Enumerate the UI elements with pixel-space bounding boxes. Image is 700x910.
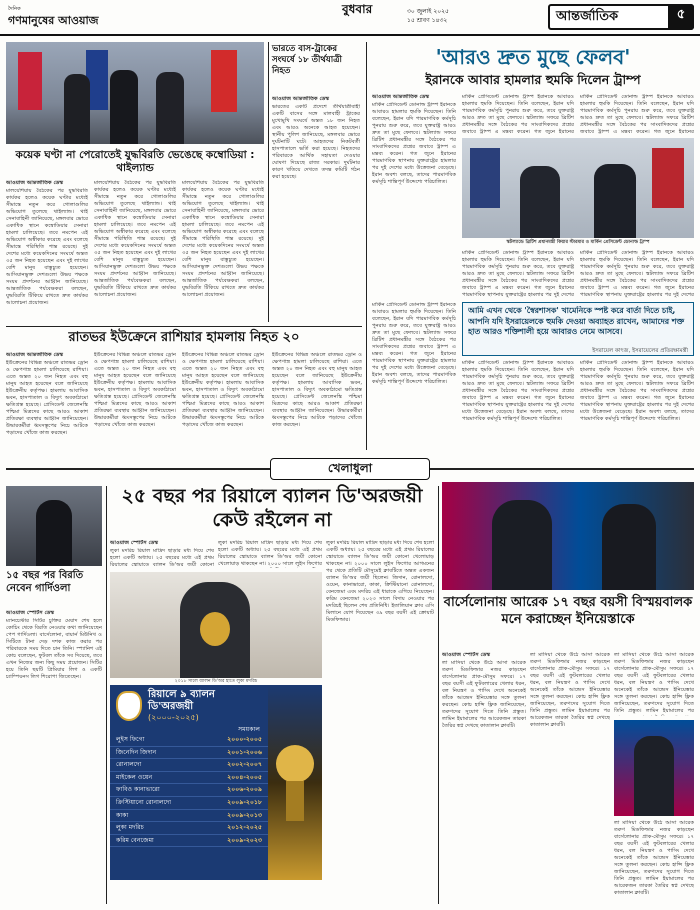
table-range: (২০০০-২০২৫) [148,713,199,722]
barcelona-photo [442,482,694,590]
story1-body-col1: মালয়েশিয়ায় বৈঠকের পর যুদ্ধবিরতি কার্যকর হলেও কয়েক ঘণ্টার মধ্যেই সীমান্তে নতুন করে গোলাগুলির অভিযোগ তুলেছে থাইল্যান্ড। থাই সেনাবাহিনী জানিয়েছে, মঙ্গলবার ভোরে একাধিক স্থানে কম্বোডিয়ার সেনারা হামলা চালিয়েছে। তবে নমপেন এই অভিযোগ অস্বীকার করেছে এবং বলেছে সীমান্তে পরিস্থিতি শান্ত রয়েছে। দুই দেশের মধ্যে কয়েকদিনের সংঘর্ষে অন্তত ৩৫ জন নিহত হয়েছেন এবং দুই লাখের বেশি মানুষ বাস্তুচ্যুত হয়েছেন। আসিয়ানভুক্ত দেশগুলো উভয় পক্ষকে সংযম প্রদর্শনের আহ্বান জানিয়েছে। আন্তর্জাতিক পর্যবেক্ষকরা বলছেন, যুদ্ধবিরতি টিকিয়ে রাখতে দ্রুত কার্যকর আলোচনা প্রয়োজন। [6,188,88,306]
story4-body-col3: মার্কিন প্রেসিডেন্ট ডোনাল্ড ট্রাম্প ইরানকে আবারও হামলার হুমকি দিয়েছেন। তিনি বলেছেন, ইরান যদি পারমাণবিক কর্মসূচি পুনরায় শুরু করে, তবে যুক্তরাষ্ট্র আরও দ্রুত তা মুছে ফেলবে। স্কটল্যান্ড সফরে ব্রিটিশ প্রধানমন্ত্রীর সঙ্গে বৈঠকের পর সাংবাদিকদের প্রশ্নের জবাবে ট্রাম্প এ মন্তব্য করেন। গত জুনে ইরানের [580,94,694,134]
table-body [110,734,268,847]
player-years: ২০০৬-২০০৯ [227,786,262,794]
player-name: জিনেদিন জিদান [116,748,157,756]
table-title-line1: রিয়ালে ৯ ব্যালন [148,689,215,700]
story4-byline: আওয়াজ আন্তর্জাতিক ডেস্ক [372,94,430,100]
story4-quote-box [462,302,694,356]
table-row [110,822,268,835]
story4-headline: 'আরও দ্রুত মুছে ফেলব' [435,45,631,69]
modric-photo-caption: ২০১৮ সালে ব্যালন ডি'অর হাতে লুকা মদরিচ [174,679,258,684]
player-years: ২০০৯-২০১৩ [227,811,262,819]
table-title-line2: ডি'অরজয়ী [148,701,194,712]
story4-body-col8: মার্কিন প্রেসিডেন্ট ডোনাল্ড ট্রাম্প ইরানকে আবারও হামলার হুমকি দিয়েছেন। তিনি বলেছেন, ইরান যদি পারমাণবিক কর্মসূচি পুনরায় শুরু করে, তবে যুক্তরাষ্ট্র আরও দ্রুত তা মুছে ফেলবে। স্কটল্যান্ড সফরে ব্রিটিশ প্রধানমন্ত্রীর সঙ্গে বৈঠকের পর সাংবাদিকদের প্রশ্নের জবাবে ট্রাম্প এ মন্তব্য করেন। গত জুনে ইরানের পারমাণবিক স্থাপনায় যুক্তরাষ্ট্রের হামলার পর দুই দেশের মধ্যে উত্তেজনা বেড়েছে। ইরান অবশ্য বলছে, তাদের পারমাণবিক কর্মসূচি শান্তিপূর্ণ উদ্দেশ্যে পরিচালিত। [580,360,694,422]
player-name: রোনালদো [116,761,142,769]
story2-body: ভারতের একটি প্রদেশে তীর্থযাত্রীবাহী একটি বাসের সঙ্গে মালবাহী ট্রাকের মুখোমুখি সংঘর্ষে অন্তত ১৮ জন নিহত এবং আরও অনেকে আহত হয়েছেন। স্থানীয় পুলিশ জানিয়েছে, মঙ্গলবার ভোরে দুর্ঘটনাটি ঘটে। আহতদের নিকটবর্তী হাসপাতালে ভর্তি করা হয়েছে। নিহতদের পরিবারকে আর্থিক সহায়তা দেওয়ার ঘোষণা দিয়েছে রাজ্য সরকার। দুর্ঘটনার কারণ খতিয়ে দেখতে তদন্ত কমিটি গঠন করা হয়েছে। [272,104,360,180]
barcelona-byline: আওয়াজ স্পোর্টস ডেস্ক [442,652,491,658]
player-name: মাইকেল ওয়েন [116,773,153,781]
barcelona-body-col4: লা মাসিয়া থেকে উঠে আসা আরেক তরুণ মিডফিল্ডার নজর কাড়ছেন বার্সেলোনার প্রাক-মৌসুম সফরে। ১৭ বছর বয়সী এই ফুটবলারের খেলার ধরন, বল নিয়ন্ত্রণ ও পাসিং দেখে অনেকেই তাঁকে আন্দ্রেস ইনিয়েস্তার সঙ্গে তুলনা করছেন। কোচ হান্সি ফ্লিক জানিয়েছেন, তরুণদের সুযোগ দিতে তিনি প্রস্তুত। লামিন ইয়ামালের পর আরেকজন তারকা তৈরির স্বপ্ন দেখছে কাতালান ক্লাবটি। [614,820,694,896]
story1-headline: কয়েক ঘণ্টা না পেরোতেই যুদ্ধবিরতি ভেঙেছে কম্বোডিয়া : থাইল্যান্ড [15,149,255,174]
flag-shape [18,52,42,110]
ballon-dor-trophy-image [268,685,322,880]
trophy-shape [276,745,314,783]
sports-main-headline: ২৫ বছর পর রিয়ালে ব্যালন ডি'অরজয়ী কেউ রইলেন না [121,485,423,531]
table-row [110,835,268,848]
person-silhouette [36,500,72,566]
column-rule [438,486,439,904]
section-tag [548,4,694,30]
barcelona-body-col2: লা মাসিয়া থেকে উঠে আসা আরেক তরুণ মিডফিল্ডার নজর কাড়ছেন বার্সেলোনার প্রাক-মৌসুম সফরে। ১৭ বছর বয়সী এই ফুটবলারের খেলার ধরন, বল নিয়ন্ত্রণ ও পাসিং দেখে অনেকেই তাঁকে আন্দ্রেস ইনিয়েস্তার সঙ্গে তুলনা করছেন। কোচ হান্সি ফ্লিক জানিয়েছেন, তরুণদের সুযোগ দিতে তিনি প্রস্তুত। লামিন ইয়ামালের পর আরেকজন তারকা তৈরির স্বপ্ন দেখছে কাতালান ক্লাবটি। [530,652,610,728]
guardiola-photo [6,486,102,566]
person-silhouette [602,504,656,590]
story4-body-col5: মার্কিন প্রেসিডেন্ট ডোনাল্ড ট্রাম্প ইরানকে আবারও হামলার হুমকি দিয়েছেন। তিনি বলেছেন, ইরান যদি পারমাণবিক কর্মসূচি পুনরায় শুরু করে, তবে যুক্তরাষ্ট্র আরও দ্রুত তা মুছে ফেলবে। স্কটল্যান্ড সফরে ব্রিটিশ প্রধানমন্ত্রীর সঙ্গে বৈঠকের পর সাংবাদিকদের প্রশ্নের জবাবে ট্রাম্প এ মন্তব্য করেন। গত জুনে ইরানের পারমাণবিক স্থাপনায় যুক্তরাষ্ট্রের হামলার পর দুই দেশের [580,250,694,298]
person-silhouette [110,70,138,144]
story1-photo [6,42,264,144]
table-header [110,685,268,725]
barcelona-headline: বার্সেলোনায় আরেক ১৭ বছর বয়সী বিস্ময়বালক মনে করাচ্ছেন ইনিয়েস্তাকে [443,595,693,627]
player-name: করিম বেনজেমা [116,836,154,844]
sports-main-body-col3: লুকা মদরিচ রিয়াল মাদ্রিদ ছাড়ার মধ্য দিয়ে শেষ হলো একটি অধ্যায়। ২৫ বছরের মধ্যে এই প্রথম রিয়ালের স্কোয়াডে ব্যালন ডি'অর জয়ী কোনো খেলোয়াড় থাকছেন না। ২০০০ সালে লুইস ফিগোর আগমনের পর থেকে প্রতিটি মৌসুমেই ক্লাবটিতে অন্তত একজন ব্যালন ডি'অর জয়ী ছিলেন। জিদান, রোনালদো, ওয়েন, কানাভারো, কাকা, ক্রিস্টিয়ানো রোনালদো, বেনজেমা এবং মদরিচ এই ধারাকে এগিয়ে নিয়েছেন। করিম বেনজেমা ২০২৩ সালে বিদায় নেওয়ার পর মদরিচই ছিলেন শেষ প্রতিনিধি। ইতালিয়ান ক্লাব এসি মিলানে যোগ দিয়েছেন ৩৯ বছর বয়সী এই ক্রোয়াট মিডফিল্ডার। [326,540,434,623]
person-silhouette [64,74,90,144]
story1-body-col2: মালয়েশিয়ায় বৈঠকের পর যুদ্ধবিরতি কার্যকর হলেও কয়েক ঘণ্টার মধ্যেই সীমান্তে নতুন করে গোলাগুলির অভিযোগ তুলেছে থাইল্যান্ড। থাই সেনাবাহিনী জানিয়েছে, মঙ্গলবার ভোরে একাধিক স্থানে কম্বোডিয়ার সেনারা হামলা চালিয়েছে। তবে নমপেন এই অভিযোগ অস্বীকার করেছে এবং বলেছে সীমান্তে পরিস্থিতি শান্ত রয়েছে। দুই দেশের মধ্যে কয়েকদিনের সংঘর্ষে অন্তত ৩৫ জন নিহত হয়েছেন এবং দুই লাখের বেশি মানুষ বাস্তুচ্যুত হয়েছেন। আসিয়ানভুক্ত দেশগুলো উভয় পক্ষকে সংযম প্রদর্শনের আহ্বান জানিয়েছে। আন্তর্জাতিক পর্যবেক্ষকরা বলছেন, যুদ্ধবিরতি টিকিয়ে রাখতে দ্রুত কার্যকর আলোচনা প্রয়োজন। [94,180,176,298]
story4-subheadline: ইরানকে আবার হামলার হুমকি দিলেন ট্রাম্প [425,72,641,87]
flag-shape [470,148,500,208]
young-player-photo [614,720,694,816]
story4-body-col2: মার্কিন প্রেসিডেন্ট ডোনাল্ড ট্রাম্প ইরানকে আবারও হামলার হুমকি দিয়েছেন। তিনি বলেছেন, ইরান যদি পারমাণবিক কর্মসূচি পুনরায় শুরু করে, তবে যুক্তরাষ্ট্র আরও দ্রুত তা মুছে ফেলবে। স্কটল্যান্ড সফরে ব্রিটিশ প্রধানমন্ত্রীর সঙ্গে বৈঠকের পর সাংবাদিকদের প্রশ্নের জবাবে ট্রাম্প এ মন্তব্য করেন। গত জুনে ইরানের [462,94,574,134]
flag-shape [211,50,237,112]
table-row [110,797,268,810]
person-silhouette [634,736,674,816]
flag-shape [652,148,684,208]
player-years: ২০০৯-২০১৮ [227,798,262,806]
story3-body-col1: ইউক্রেনের বিভিন্ন অঞ্চলে রাতভর ড্রোন ও ক্ষেপণাস্ত্র হামলা চালিয়েছে রাশিয়া। এতে অন্তত ২০ জন নিহত এবং বহু মানুষ আহত হয়েছেন বলে জানিয়েছে ইউক্রেনীয় কর্তৃপক্ষ। হামলায় আবাসিক ভবন, হাসপাতাল ও বিদ্যুৎ অবকাঠামো ক্ষতিগ্রস্ত হয়েছে। প্রেসিডেন্ট জেলেনস্কি পশ্চিমা মিত্রদের কাছে আরও আকাশ প্রতিরক্ষা ব্যবস্থার আহ্বান জানিয়েছেন। উদ্ধারকর্মীরা ধ্বংসস্তূপের নিচে আটকে পড়াদের খোঁজে কাজ করছেন। [6,360,88,436]
masthead [0,0,700,36]
story4-quote-attribution: ইসরায়েল কাৎজ, ইসরায়েলের প্রতিরক্ষামন্ত্রী [592,348,688,354]
player-name: ক্রিস্টিয়ানো রোনালদো [116,798,172,806]
modric-photo [110,572,322,678]
player-years: ২০১২-২০২৫ [227,824,262,832]
logo-line1: দৈনিক [8,6,21,12]
date-day: বুধবার [342,2,373,16]
guardiola-headline: ১৫ বছর পর বিরতি নেবেন গার্দিওলা [6,570,84,594]
story1-body-col3: মালয়েশিয়ায় বৈঠকের পর যুদ্ধবিরতি কার্যকর হলেও কয়েক ঘণ্টার মধ্যেই সীমান্তে নতুন করে গোলাগুলির অভিযোগ তুলেছে থাইল্যান্ড। থাই সেনাবাহিনী জানিয়েছে, মঙ্গলবার ভোরে একাধিক স্থানে কম্বোডিয়ার সেনারা হামলা চালিয়েছে। তবে নমপেন এই অভিযোগ অস্বীকার করেছে এবং বলেছে সীমান্তে পরিস্থিতি শান্ত রয়েছে। দুই দেশের মধ্যে কয়েকদিনের সংঘর্ষে অন্তত ৩৫ জন নিহত হয়েছেন এবং দুই লাখের বেশি মানুষ বাস্তুচ্যুত হয়েছেন। আসিয়ানভুক্ত দেশগুলো উভয় পক্ষকে সংযম প্রদর্শনের আহ্বান জানিয়েছে। আন্তর্জাতিক পর্যবেক্ষকরা বলছেন, যুদ্ধবিরতি টিকিয়ে রাখতে দ্রুত কার্যকর আলোচনা প্রয়োজন। [182,180,264,298]
table-row [110,747,268,760]
story4-quote: আমি এখন থেকে 'স্বৈরশাসক' খামেনিকে স্পষ্ট করে বার্তা দিতে চাই, আপনি যদি ইসরায়েলকে হুমকি দেওয়া অব্যাহত রাখেন, আমাদের শক্ত হাত আরও শক্তিশালী হয়ে আবারও নেমে আসবে। [468,306,684,336]
table-row [110,772,268,785]
section-rule [6,326,362,327]
barcelona-body-col1: লা মাসিয়া থেকে উঠে আসা আরেক তরুণ মিডফিল্ডার নজর কাড়ছেন বার্সেলোনার প্রাক-মৌসুম সফরে। ১৭ বছর বয়সী এই ফুটবলারের খেলার ধরন, বল নিয়ন্ত্রণ ও পাসিং দেখে অনেকেই তাঁকে আন্দ্রেস ইনিয়েস্তার সঙ্গে তুলনা করছেন। কোচ হান্সি ফ্লিক জানিয়েছেন, তরুণদের সুযোগ দিতে তিনি প্রস্তুত। লামিন ইয়ামালের পর আরেকজন তারকা তৈরির স্বপ্ন দেখছে কাতালান ক্লাবটি। [442,660,526,729]
player-years: ২০০১-২০০৬ [227,748,262,756]
person-silhouette [594,164,636,238]
story3-byline: আওয়াজ আন্তর্জাতিক ডেস্ক [6,352,64,358]
story4-photo [462,138,694,238]
page-number: ৫ [668,4,694,30]
trophy-shape [200,612,230,646]
player-name: কাকা [116,811,129,819]
guardiola-body: ম্যানচেস্টার সিটির চুক্তির মেয়াদ শেষ হলে কোচিং থেকে বিরতি নেওয়ার কথা জানিয়েছেন পেপ গার্দিওলা। বার্সেলোনা, বায়ার্ন মিউনিখ ও সিটিতে টানা দেড় দশক কাজ করার পর পরিবারকে সময় দিতে চান তিনি। স্প্যানিশ এই কোচ বলেছেন, ফুটবল তাঁকে সব দিয়েছে, তবে এখন নিজের জন্য কিছু সময় প্রয়োজন। সিটির হয়ে তিনি ছয়টি প্রিমিয়ার লিগ ও একটি চ্যাম্পিয়নস লিগ শিরোপা জিতেছেন। [6,618,102,680]
story4-body-col6: মার্কিন প্রেসিডেন্ট ডোনাল্ড ট্রাম্প ইরানকে আবারও হামলার হুমকি দিয়েছেন। তিনি বলেছেন, ইরান যদি পারমাণবিক কর্মসূচি পুনরায় শুরু করে, তবে যুক্তরাষ্ট্র আরও দ্রুত তা মুছে ফেলবে। স্কটল্যান্ড সফরে ব্রিটিশ প্রধানমন্ত্রীর সঙ্গে বৈঠকের পর সাংবাদিকদের প্রশ্নের জবাবে ট্রাম্প এ মন্তব্য করেন। গত জুনে ইরানের পারমাণবিক স্থাপনায় যুক্তরাষ্ট্রের হামলার পর দুই দেশের মধ্যে উত্তেজনা বেড়েছে। ইরান অবশ্য বলছে, তাদের পারমাণবিক কর্মসূচি শান্তিপূর্ণ উদ্দেশ্যে পরিচালিত। [372,302,456,385]
table-row [110,759,268,772]
story4-body-col7: মার্কিন প্রেসিডেন্ট ডোনাল্ড ট্রাম্প ইরানকে আবারও হামলার হুমকি দিয়েছেন। তিনি বলেছেন, ইরান যদি পারমাণবিক কর্মসূচি পুনরায় শুরু করে, তবে যুক্তরাষ্ট্র আরও দ্রুত তা মুছে ফেলবে। স্কটল্যান্ড সফরে ব্রিটিশ প্রধানমন্ত্রীর সঙ্গে বৈঠকের পর সাংবাদিকদের প্রশ্নের জবাবে ট্রাম্প এ মন্তব্য করেন। গত জুনে ইরানের পারমাণবিক স্থাপনায় যুক্তরাষ্ট্রের হামলার পর দুই দেশের মধ্যে উত্তেজনা বেড়েছে। ইরান অবশ্য বলছে, তাদের পারমাণবিক কর্মসূচি শান্তিপূর্ণ উদ্দেশ্যে পরিচালিত। [462,360,574,422]
story4-body-col1: মার্কিন প্রেসিডেন্ট ডোনাল্ড ট্রাম্প ইরানকে আবারও হামলার হুমকি দিয়েছেন। তিনি বলেছেন, ইরান যদি পারমাণবিক কর্মসূচি পুনরায় শুরু করে, তবে যুক্তরাষ্ট্র আরও দ্রুত তা মুছে ফেলবে। স্কটল্যান্ড সফরে ব্রিটিশ প্রধানমন্ত্রীর সঙ্গে বৈঠকের পর সাংবাদিকদের প্রশ্নের জবাবে ট্রাম্প এ মন্তব্য করেন। গত জুনে ইরানের পারমাণবিক স্থাপনায় যুক্তরাষ্ট্রের হামলার পর দুই দেশের মধ্যে উত্তেজনা বেড়েছে। ইরান অবশ্য বলছে, তাদের পারমাণবিক কর্মসূচি শান্তিপূর্ণ উদ্দেশ্যে পরিচালিত। [372,102,456,185]
guardiola-byline: আওয়াজ স্পোর্টস ডেস্ক [6,610,55,616]
player-years: ২০০০-২০০৫ [227,736,262,743]
logo-line2: গণমানুষের আওয়াজ [8,14,99,27]
story4-photo-caption: স্কটল্যান্ডে ব্রিটিশ প্রধানমন্ত্রী কিয়ার স্টারমার ও মার্কিন প্রেসিডেন্ট ডোনাল্ড ট্রাম্প [506,240,650,245]
table-row [110,784,268,797]
story2-byline: আওয়াজ আন্তর্জাতিক ডেস্ক [272,96,330,102]
ballon-dor-table [110,685,268,880]
story3-headline: রাতভর ইউক্রেনে রাশিয়ার হামলায় নিহত ২০ [68,330,300,345]
story1-byline: আওয়াজ আন্তর্জাতিক ডেস্ক [6,180,64,186]
sports-main-body-col2: লুকা মদরিচ রিয়াল মাদ্রিদ ছাড়ার মধ্য দিয়ে শেষ হলো একটি অধ্যায়। ২৫ বছরের মধ্যে এই প্রথম রিয়ালের স্কোয়াডে ব্যালন ডি'অর জয়ী কোনো খেলোয়াড় থাকছেন না। ২০০০ সালে লুইস ফিগোর [218,540,322,567]
table-row [110,734,268,747]
player-years: ২০০২-২০০৭ [227,761,262,769]
table-row [110,810,268,823]
trophy-base [286,781,304,821]
player-name: ফাবিও কানাভারো [116,786,160,794]
real-madrid-crest-icon [116,691,142,721]
date-bangla: ১৫ শ্রাবণ ১৪৩২ [407,17,448,24]
column-rule [106,486,107,904]
barcelona-body-col3: লা মাসিয়া থেকে উঠে আসা আরেক তরুণ মিডফিল্ডার নজর কাড়ছেন বার্সেলোনার প্রাক-মৌসুম সফরে। ১৭ বছর বয়সী এই ফুটবলারের খেলার ধরন, বল নিয়ন্ত্রণ ও পাসিং দেখে অনেকেই তাঁকে আন্দ্রেস ইনিয়েস্তার সঙ্গে তুলনা করছেন। কোচ হান্সি ফ্লিক জানিয়েছেন, তরুণদের সুযোগ দিতে তিনি প্রস্তুত। লামিন ইয়ামালের পর [614,652,694,714]
column-rule [268,42,269,322]
player-years: ২০০৯-২০২৩ [227,836,262,844]
person-silhouette [156,72,184,144]
table-col-header: সময়কাল [238,726,260,733]
story4-body-col4: মার্কিন প্রেসিডেন্ট ডোনাল্ড ট্রাম্প ইরানকে আবারও হামলার হুমকি দিয়েছেন। তিনি বলেছেন, ইরান যদি পারমাণবিক কর্মসূচি পুনরায় শুরু করে, তবে যুক্তরাষ্ট্র আরও দ্রুত তা মুছে ফেলবে। স্কটল্যান্ড সফরে ব্রিটিশ প্রধানমন্ত্রীর সঙ্গে বৈঠকের পর সাংবাদিকদের প্রশ্নের জবাবে ট্রাম্প এ মন্তব্য করেন। গত জুনে ইরানের পারমাণবিক স্থাপনায় যুক্তরাষ্ট্রের হামলার পর দুই দেশের [462,250,574,298]
story3-body-col2: ইউক্রেনের বিভিন্ন অঞ্চলে রাতভর ড্রোন ও ক্ষেপণাস্ত্র হামলা চালিয়েছে রাশিয়া। এতে অন্তত ২০ জন নিহত এবং বহু মানুষ আহত হয়েছেন বলে জানিয়েছে ইউক্রেনীয় কর্তৃপক্ষ। হামলায় আবাসিক ভবন, হাসপাতাল ও বিদ্যুৎ অবকাঠামো ক্ষতিগ্রস্ত হয়েছে। প্রেসিডেন্ট জেলেনস্কি পশ্চিমা মিত্রদের কাছে আরও আকাশ প্রতিরক্ষা ব্যবস্থার আহ্বান জানিয়েছেন। উদ্ধারকর্মীরা ধ্বংসস্তূপের নিচে আটকে পড়াদের খোঁজে কাজ করছেন। [94,352,176,428]
player-name: লুকা মদরিচ [116,824,144,832]
date-english: ৩০ জুলাই ২০২৫ [407,8,449,15]
newspaper-logo [8,4,108,30]
person-silhouette [520,166,560,238]
column-rule [366,42,367,450]
story2-headline: ভারতে বাস-ট্রাকের সংঘর্ষে ১৮ তীর্থযাত্রী নিহত [272,44,342,76]
sports-section-tag: খেলাধুলা [270,458,430,480]
sports-main-byline: আওয়াজ স্পোর্টস ডেস্ক [110,540,159,546]
story3-body-col3: ইউক্রেনের বিভিন্ন অঞ্চলে রাতভর ড্রোন ও ক্ষেপণাস্ত্র হামলা চালিয়েছে রাশিয়া। এতে অন্তত ২০ জন নিহত এবং বহু মানুষ আহত হয়েছেন বলে জানিয়েছে ইউক্রেনীয় কর্তৃপক্ষ। হামলায় আবাসিক ভবন, হাসপাতাল ও বিদ্যুৎ অবকাঠামো ক্ষতিগ্রস্ত হয়েছে। প্রেসিডেন্ট জেলেনস্কি পশ্চিমা মিত্রদের কাছে আরও আকাশ প্রতিরক্ষা ব্যবস্থার আহ্বান জানিয়েছেন। উদ্ধারকর্মীরা ধ্বংসস্তূপের নিচে আটকে পড়াদের খোঁজে কাজ করছেন। [182,352,264,428]
section-label: আন্তর্জাতিক [556,9,619,24]
story3-body-col4: ইউক্রেনের বিভিন্ন অঞ্চলে রাতভর ড্রোন ও ক্ষেপণাস্ত্র হামলা চালিয়েছে রাশিয়া। এতে অন্তত ২০ জন নিহত এবং বহু মানুষ আহত হয়েছেন বলে জানিয়েছে ইউক্রেনীয় কর্তৃপক্ষ। হামলায় আবাসিক ভবন, হাসপাতাল ও বিদ্যুৎ অবকাঠামো ক্ষতিগ্রস্ত হয়েছে। প্রেসিডেন্ট জেলেনস্কি পশ্চিমা মিত্রদের কাছে আরও আকাশ প্রতিরক্ষা ব্যবস্থার আহ্বান জানিয়েছেন। উদ্ধারকর্মীরা ধ্বংসস্তূপের নিচে আটকে পড়াদের খোঁজে কাজ করছেন। [272,352,362,428]
person-silhouette [492,500,552,590]
player-years: ২০০৪-২০০৫ [227,773,262,781]
player-name: লুইস ফিগো [116,736,145,743]
sports-main-body-col1: লুকা মদরিচ রিয়াল মাদ্রিদ ছাড়ার মধ্য দিয়ে শেষ হলো একটি অধ্যায়। ২৫ বছরের মধ্যে এই প্রথম রিয়ালের স্কোয়াডে ব্যালন ডি'অর জয়ী কোনো [110,548,214,568]
